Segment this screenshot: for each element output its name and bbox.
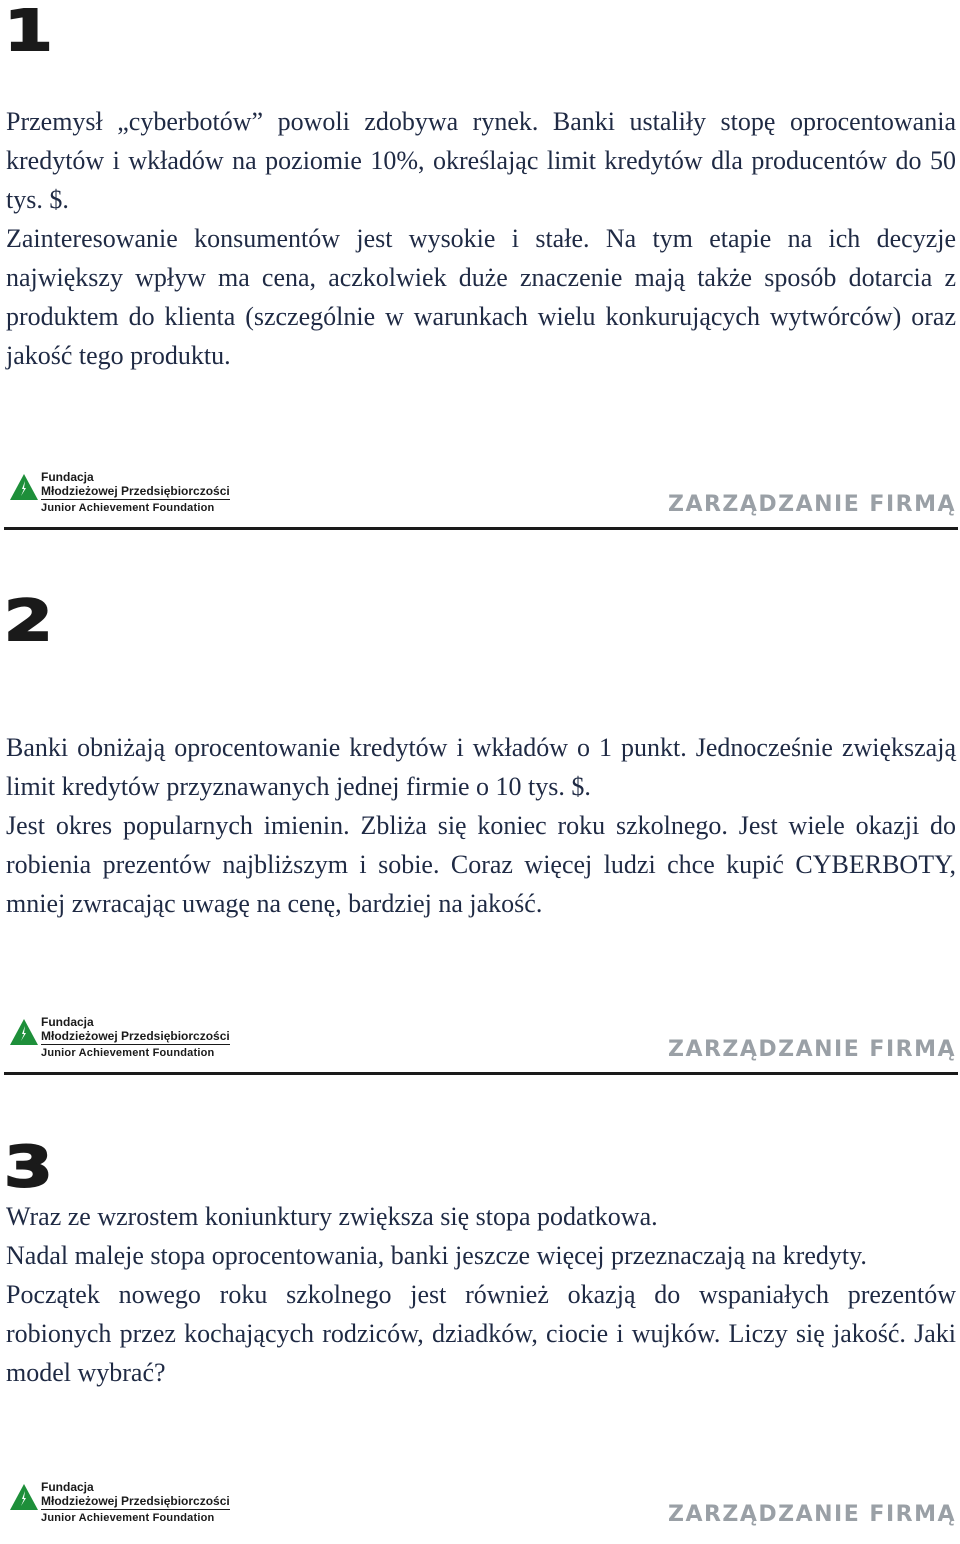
foundation-logo: [10, 1480, 230, 1524]
footer-3: [0, 1480, 960, 1544]
section-1-paragraph-2: Zainteresowanie konsumentów jest wysokie i stałe. Na tym etapie na ich decyzje największy wpływ ma cena, aczkolwiek duże znaczenie mają także sposób dotarcia z produktem do klienta (szczególnie w warunkach wielu konkurujących wytwórców) oraz jakość tego produktu.: [6, 224, 956, 370]
section-2-paragraph-1: Banki obniżają oprocentowanie kredytów i wkładów o 1 punkt. Jednocześnie zwiększają limit kredytów przyznawanych jednej firmie o 10 tys. $.: [6, 733, 956, 801]
section-number-1: 1: [4, 0, 53, 64]
section-3-paragraph-2: Nadal maleje stopa oprocentowania, banki jeszcze więcej przeznaczają na kredyty.: [6, 1241, 867, 1270]
brand-title: ZARZĄDZANIE FIRMĄ: [668, 1502, 956, 1527]
section-2-text: [6, 728, 956, 923]
logo-line-name: Młodzieżowej Przedsiębiorczości: [41, 484, 230, 498]
brand-title: ZARZĄDZANIE FIRMĄ: [668, 492, 956, 517]
section-1-paragraph-1: Przemysł „cyberbotów” powoli zdobywa rynek. Banki ustaliły stopę oprocentowania kredytów i wkładów na poziomie 10%, określając limit kredytów dla producentów do 50 tys. $.: [6, 107, 956, 214]
logo-line-name: Młodzieżowej Przedsiębiorczości: [41, 1029, 230, 1043]
foundation-logo-icon: [10, 1484, 38, 1510]
logo-line-fundacja: Fundacja: [41, 1015, 94, 1029]
section-3-paragraph-1: Wraz ze wzrostem koniunktury zwiększa się stopa podatkowa.: [6, 1202, 658, 1231]
section-number-3: 3: [4, 1135, 53, 1200]
footer-divider: [4, 527, 958, 530]
section-3-paragraph-3: Początek nowego roku szkolnego jest również okazją do wspaniałych prezentów robionych przez kochających rodziców, dziadków, ciocie i wujków. Liczy się jakość. Jaki model wybrać?: [6, 1280, 956, 1387]
footer-1: [0, 470, 960, 534]
logo-line-english: Junior Achievement Foundation: [41, 1047, 215, 1059]
foundation-logo-icon: [10, 1019, 38, 1045]
section-1-text: [6, 102, 956, 375]
section-2-paragraph-2: Jest okres popularnych imienin. Zbliża się koniec roku szkolnego. Jest wiele okazji do robienia prezentów najbliższym i sobie. Coraz więcej ludzi chce kupić CYBERBOTY, mniej zwracając uwagę na cenę, bardziej na jakość.: [6, 811, 956, 918]
logo-line-name: Młodzieżowej Przedsiębiorczości: [41, 1494, 230, 1508]
logo-line-english: Junior Achievement Foundation: [41, 1512, 215, 1524]
brand-title: ZARZĄDZANIE FIRMĄ: [668, 1037, 956, 1062]
logo-line-fundacja: Fundacja: [41, 1480, 94, 1494]
logo-line-fundacja: Fundacja: [41, 470, 94, 484]
section-3-text: [6, 1197, 956, 1392]
footer-2: [0, 1015, 960, 1079]
logo-line-english: Junior Achievement Foundation: [41, 502, 215, 514]
section-number-2: 2: [4, 589, 53, 654]
footer-divider: [4, 1072, 958, 1075]
foundation-logo: [10, 470, 230, 514]
foundation-logo-icon: [10, 474, 38, 500]
foundation-logo: [10, 1015, 230, 1059]
